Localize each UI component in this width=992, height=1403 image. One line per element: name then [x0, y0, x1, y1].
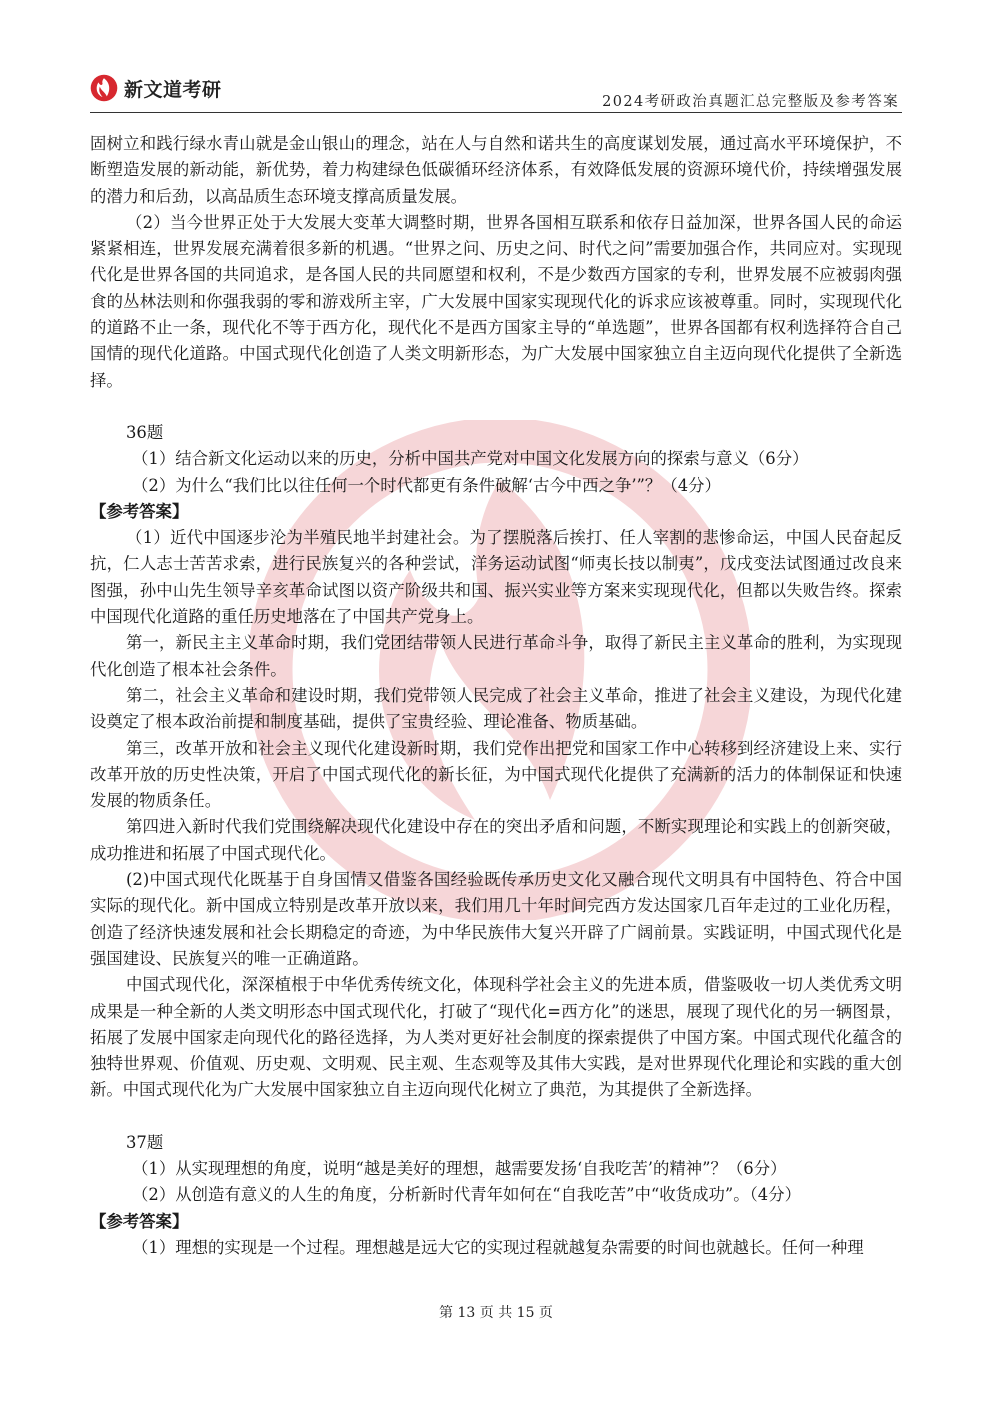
- document-title: 2024考研政治真题汇总完整版及参考答案: [602, 94, 899, 110]
- paragraph: 第一，新民主主义革命时期，我们党团结带领人民进行革命斗争，取得了新民主主义革命的胜利，为实现现代化创造了根本社会条件。: [90, 633, 902, 679]
- paragraph: 第四进入新时代我们党围绕解决现代化建设中存在的突出矛盾和问题，不断实现理论和实践上的创新突破，成功推进和拓展了中国式现代化。: [90, 817, 902, 863]
- brand-logo: [90, 74, 222, 102]
- paragraph: 第三，改革开放和社会主义现代化建设新时期，我们党作出把党和国家工作中心转移到经济建设上来、实行改革开放的历史性决策，开启了中国式现代化的新长征，为中国式现代化提供了充满新的活力的体制保证和快速发展的物质条任。: [90, 738, 902, 811]
- answer-label: 【参考答案】: [90, 501, 189, 521]
- paragraph: （1）近代中国逐步沦为半殖民地半封建社会。为了摆脱落后挨打、任人宰割的悲惨命运，中国人民奋起反抗，仁人志士苦苦求索，进行民族复兴的各种尝试，洋务运动试图“师夷长技以制夷”，戊戌变法试图通过改良来图强，孙中山先生领导辛亥革命试图以资产阶级共和国、振兴实业等方案来实现现代化，但都以失败告终。探索中国现代化道路的重任历史地落在了中国共产党身上。: [90, 528, 902, 627]
- paragraph: 第二，社会主义革命和建设时期，我们党带领人民完成了社会主义革命，推进了社会主义建设，为现代化建设奠定了根本政治前提和制度基础，提供了宝贵经验、理论准备、物质基础。: [90, 685, 902, 732]
- document-body: [90, 131, 902, 1261]
- paragraph: (2)中国式现代化既基于自身国情又借鉴各国经验既传承历史文化又融合现代文明具有中国特色、符合中国实际的现代化。新中国成立特别是改革开放以来，我们用几十年时间完西方发达国家几百年走过的工业化历程，创造了经济快速发展和社会长期稳定的奇迹，为中华民族伟大复兴开辟了广阔前景。实践证明，中国式现代化是强国建设、民族复兴的唯一正确道路。: [90, 870, 902, 968]
- question-item: （2）从创造有意义的人生的角度，分析新时代青年如何在“自我吃苦”中“收货成功”。（4分）: [132, 1185, 802, 1205]
- question-number: 37题: [126, 1132, 164, 1152]
- question-item: （1）结合新文化运动以来的历史，分析中国共产党对中国文化发展方向的探索与意义（6分）: [132, 449, 809, 469]
- question-item: （1）从实现理想的角度，说明“越是美好的理想，越需要发扬‘自我吃苦’的精神”？（6分）: [132, 1158, 787, 1178]
- paragraph: 中国式现代化，深深植根于中华优秀传统文化，体现科学社会主义的先进本质，借鉴吸收一切人类优秀文明成果是一种全新的人类文明形态中国式现代化，打破了“现代化=西方化”的迷思，展现了现代化的另一辆图景，拓展了发展中国家走向现代化的路径选择，为人类对更好社会制度的探索提供了中国方案。中国式现代化蕴含的独特世界观、价值观、历史观、文明观、民主观、生态观等及其伟大实践，是对世界现代化理论和实践的重大创新。中国式现代化为广大发展中国家独立自主迈向现代化树立了典范，为其提供了全新选择。: [90, 975, 902, 1100]
- page-header: [0, 0, 992, 116]
- flame-logo-icon: [90, 74, 118, 102]
- header-rule: [90, 112, 902, 113]
- question-item: （2）为什么“我们比以往任何一个时代都更有条件破解‘古今中西之争’”？（4分）: [132, 475, 721, 495]
- page-number: 第 13 页 共 15 页: [439, 1305, 553, 1321]
- paragraph: （1）理想的实现是一个过程。理想越是远大它的实现过程就越复杂需要的时间也就越长。任何一种理: [132, 1237, 864, 1257]
- brand-name: 新文道考研: [124, 78, 222, 101]
- paragraph: （2）当今世界正处于大发展大变革大调整时期，世界各国相互联系和依存日益加深，世界各国人民的命运紧紧相连，世界发展充满着很多新的机遇。“世界之问、历史之问、时代之问”需要加强合作，共同应对。实现现代化是世界各国的共同追求，是各国人民的共同愿望和权利，不是少数西方国家的专利，世界发展不应被弱肉强食的丛林法则和你强我弱的零和游戏所主宰，广大发展中国家实现现代化的诉求应该被尊重。同时，实现现代化的道路不止一条，现代化不等于西方化，现代化不是西方国家主导的“单选题”，世界各国都有权利选择符合自己国情的现代化道路。中国式现代化创造了人类文明新形态，为广大发展中国家独立自主迈向现代化提供了全新选择。: [90, 212, 902, 390]
- paragraph: 固树立和践行绿水青山就是金山银山的理念，站在人与自然和诺共生的高度谋划发展，通过高水平环境保护，不断塑造发展的新动能，新优势，着力构建绿色低碳循环经济体系，有效降低发展的资源环境代价，持续增强发展的潜力和后劲，以高品质生态环境支撑高质量发展。: [90, 134, 902, 206]
- question-number: 36题: [126, 422, 164, 442]
- answer-label: 【参考答案】: [90, 1211, 189, 1231]
